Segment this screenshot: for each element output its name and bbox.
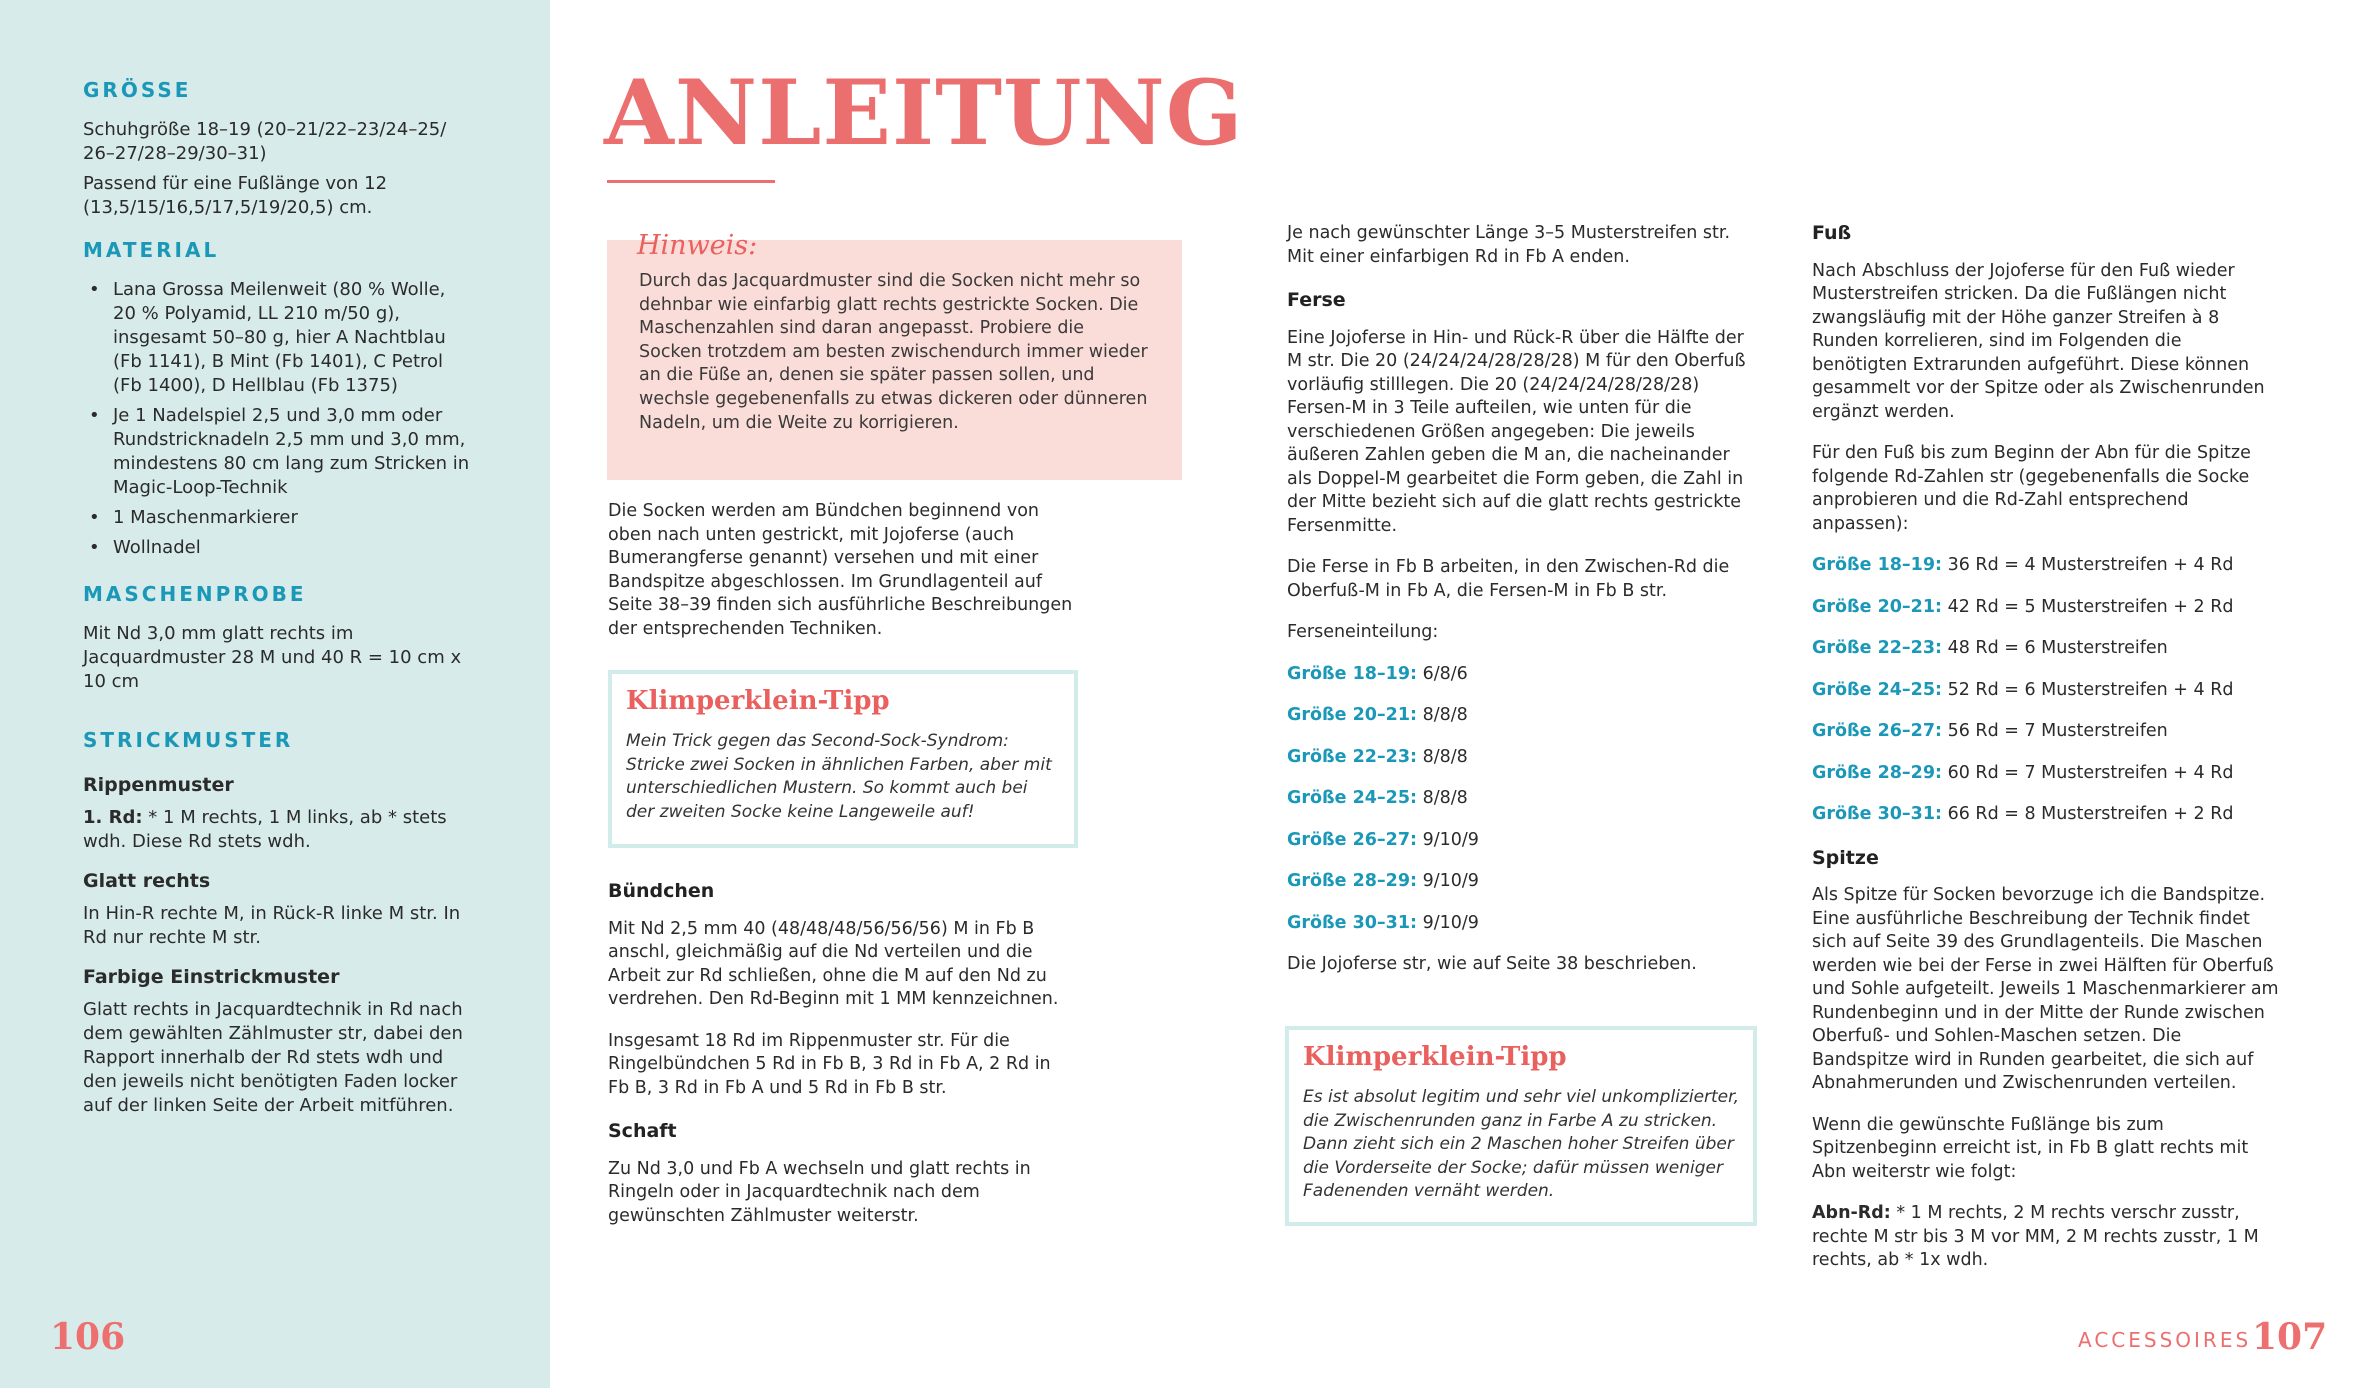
page-number-right: 107 [2252, 1316, 2328, 1358]
buendchen-paragraph: Mit Nd 2,5 mm 40 (48/48/48/56/56/56) M in Fb B anschl, gleichmäßig auf die Nd verteilen und die Arbeit zur Rd schließen, ohne die M auf den Nd zu verdrehen. Den Rd-Beginn mit 1 MM kennzeichnen. [608, 918, 1059, 1009]
size-label: Größe 28–29: [1812, 762, 1943, 783]
glatt-rechts-heading: Glatt rechts [83, 870, 211, 892]
rippenmuster-heading: Rippenmuster [83, 774, 234, 796]
size-row [1812, 679, 2282, 703]
maschenprobe-text: Mit Nd 3,0 mm glatt rechts im Jacquardmuster 28 M und 40 R = 10 cm x 10 cm [83, 623, 462, 692]
size-label: Größe 20–21: [1812, 596, 1943, 617]
size-row [1812, 762, 2282, 786]
page-title: ANLEITUNG [604, 60, 1244, 166]
musterstreifen-paragraph: Je nach gewünschter Länge 3–5 Musterstreifen str. Mit einer einfarbigen Rd in Fb A enden. [1287, 223, 1731, 267]
tip-text: Es ist absolut legitim und sehr viel unkomplizierter, die Zwischenrunden ganz in Farbe A zu stricken. Dann zieht sich ein 2 Maschen hoher Streifen über die Vorderseite der Socke; dafür müssen weniger Fadenenden vernäht werden. [1303, 1087, 1739, 1201]
size-value: 8/8/8 [1417, 746, 1468, 767]
tip-title: Klimperklein-Tipp [1303, 1042, 1567, 1072]
groesse-sizes: Schuhgröße 18–19 (20–21/22–23/24–25/ 26–27/28–29/30–31) [83, 119, 447, 164]
column-1 [608, 500, 1076, 659]
size-value: 42 Rd = 5 Musterstreifen + 2 Rd [1942, 596, 2234, 617]
size-value: 36 Rd = 4 Musterstreifen + 4 Rd [1942, 555, 2234, 575]
rippenmuster-body: * 1 M rechts, 1 M links, ab * stets wdh. Diese Rd stets wdh. [83, 807, 447, 852]
buendchen-heading: Bündchen [608, 880, 715, 902]
tip-box-2 [1285, 1026, 1757, 1226]
schaft-paragraph: Zu Nd 3,0 und Fb A wechseln und glatt rechts in Ringeln oder in Jacquardtechnik nach dem gewünschten Zählmuster weiterstr. [608, 1158, 1031, 1226]
size-row [1812, 803, 2282, 827]
size-label: Größe 20–21: [1287, 705, 1418, 725]
fuss-heading: Fuß [1812, 222, 1852, 244]
fuss-paragraph: Für den Fuß bis zum Beginn der Abn für die Spitze folgende Rd-Zahlen str (gegebenenfalls die Socke anprobieren und die Rd-Zahl entsprechend anpassen): [1812, 443, 2251, 534]
material-item: • Wollnadel [83, 536, 473, 560]
fuss-paragraph: Nach Abschluss der Jojoferse für den Fuß wieder Musterstreifen stricken. Da die Fußlängen nicht zwangsläufig mit der Höhe ganzer Streifen à 8 Runden korrelieren, sind im Folgenden die benötigten Extrarunden aufgeführt. Diese können gesammelt vor der Spitze oder als Zwischenrunden ergänzt werden. [1812, 260, 2265, 422]
size-label: Größe 24–25: [1812, 679, 1943, 700]
abn-rd-label: Abn-Rd: [1812, 1203, 1891, 1223]
buendchen-paragraph: Insgesamt 18 Rd im Rippenmuster str. Für die Ringelbündchen 5 Rd in Fb B, 3 Rd in Fb A, 2 Rd in Fb B, 3 Rd in Fb A und 5 Rd in Fb B str. [608, 1030, 1051, 1098]
abn-rd-text: * 1 M rechts, 2 M rechts verschr zusstr, rechte M str bis 3 M vor MM, 2 M rechts zusstr, 1 M rechts, ab * 1x wdh. [1812, 1203, 2259, 1270]
size-row [1287, 663, 1757, 687]
material-item: • Je 1 Nadelspiel 2,5 und 3,0 mm oder Rundstricknadeln 2,5 mm und 3,0 mm, mindestens 80 cm lang zum Stricken in Magic-Loop-Technik [83, 404, 473, 500]
size-value: 9/10/9 [1417, 912, 1479, 933]
ferseneinteilung-label: Ferseneinteilung: [1287, 622, 1439, 642]
size-label: Größe 26–27: [1812, 721, 1943, 741]
schaft-heading: Schaft [608, 1120, 677, 1142]
page-number-left: 106 [50, 1316, 126, 1358]
size-label: Größe 26–27: [1287, 829, 1418, 850]
size-label: Größe 18–19: [1287, 663, 1418, 684]
material-item: • Lana Grossa Meilenweit (80 % Wolle, 20 % Polyamid, LL 210 m/50 g), insgesamt 50–80 g, hier A Nachtblau (Fb 1141), B Mint (Fb 1401), C Petrol (Fb 1400), D Hellblau (Fb 1375) [83, 278, 473, 398]
column-1-lower [608, 860, 1076, 1246]
groesse-heading: GRÖSSE [83, 78, 192, 102]
size-row [1812, 596, 2282, 620]
title-underline [607, 180, 775, 183]
rippenmuster-label: 1. Rd: [83, 807, 143, 828]
size-label: Größe 18–19: [1812, 555, 1943, 575]
hint-box [607, 230, 1182, 480]
size-row [1287, 829, 1757, 853]
size-label: Größe 28–29: [1287, 871, 1418, 891]
size-label: Größe 30–31: [1287, 912, 1418, 933]
spitze-paragraph: Als Spitze für Socken bevorzuge ich die Bandspitze. Eine ausführliche Beschreibung der Technik findet sich auf Seite 39 des Grundlagenteils. Die Maschen werden wie bei der Ferse in zwei Hälften für Oberfuß und Sohle aufgeteilt. Jeweils 1 Maschenmarkierer am Rundenbeginn und in der Mitte der Runde zwischen Oberfuß- und Sohlen-Maschen setzen. Die Bandspitze wird in Runden gearbeitet, die sich auf Abnahmerunden und Zwischenrunden verteilen. [1812, 885, 2279, 1093]
material-heading: MATERIAL [83, 238, 220, 262]
size-row [1287, 746, 1757, 770]
tip-box-1 [608, 670, 1078, 848]
size-value: 9/10/9 [1417, 829, 1479, 850]
hint-text: Durch das Jacquardmuster sind die Socken nicht mehr so dehnbar wie einfarbig glatt rechts gestrickte Socken. Die Maschenzahlen sind daran angepasst. Probiere die Socken trotzdem am besten zwischendurch immer wieder an die Füße an, denen sie später passen sollen, und wechsle gegebenenfalls zu etwas dickeren oder dünneren Nadeln, um die Weite zu korrigieren. [639, 271, 1148, 433]
size-row [1812, 637, 2282, 661]
tip-title: Klimperklein-Tipp [626, 686, 890, 716]
size-value: 66 Rd = 8 Musterstreifen + 2 Rd [1942, 804, 2234, 824]
maschenprobe-heading: MASCHENPROBE [83, 582, 307, 606]
size-row [1287, 870, 1757, 894]
size-row [1287, 704, 1757, 728]
size-value: 48 Rd = 6 Musterstreifen [1942, 638, 2168, 658]
material-item: • 1 Maschenmarkierer [83, 506, 473, 530]
column-3 [1812, 222, 2282, 1291]
size-label: Größe 22–23: [1287, 746, 1418, 767]
size-label: Größe 24–25: [1287, 788, 1418, 808]
size-row [1287, 787, 1757, 811]
ferse-paragraph: Eine Jojoferse in Hin- und Rück-R über die Hälfte der M str. Die 20 (24/24/24/28/28/28) M für den Oberfuß vorläufig stilllegen. Die 20 (24/24/24/28/28/28) Fersen-M in 3 Teile aufteilen, wie unten für die verschiedenen Größen angegeben: Die jeweils äußeren Zahlen geben die M an, die nacheinander als Doppel-M gearbeitet die Form geben, die Zahl in der Mitte bezieht sich auf die glatt rechts gestrickte Fersenmitte. [1287, 327, 1746, 536]
ferse-heading: Ferse [1287, 289, 1346, 311]
materials-sidebar [0, 0, 550, 1388]
intro-paragraph: Die Socken werden am Bündchen beginnend von oben nach unten gestrickt, mit Jojoferse (auch Bumerangferse genannt) versehen und mit einer Bandspitze abgeschlossen. Im Grundlagenteil auf Seite 38–39 finden sich ausführliche Beschreibungen der entsprechenden Techniken. [608, 501, 1073, 639]
rippenmuster-text [83, 806, 473, 854]
size-value: 56 Rd = 7 Musterstreifen [1942, 721, 2168, 741]
sidebar-content [83, 78, 473, 1124]
farbige-einstrickmuster-heading: Farbige Einstrickmuster [83, 966, 340, 988]
spitze-paragraph: Wenn die gewünschte Fußlänge bis zum Spitzenbeginn erreicht ist, in Fb B glatt rechts mit Abn weiterstr wie folgt: [1812, 1114, 2249, 1182]
abn-rd-paragraph [1812, 1202, 2282, 1273]
jojoferse-paragraph: Die Jojoferse str, wie auf Seite 38 beschrieben. [1287, 954, 1697, 974]
section-tag: ACCESSOIRES [2078, 1328, 2252, 1352]
spitze-heading: Spitze [1812, 846, 1879, 869]
strickmuster-heading: STRICKMUSTER [83, 728, 294, 752]
size-row [1812, 720, 2282, 744]
ferse-paragraph: Die Ferse in Fb B arbeiten, in den Zwischen-Rd die Oberfuß-M in Fb A, die Fersen-M in Fb B str. [1287, 557, 1730, 601]
glatt-rechts-text: In Hin-R rechte M, in Rück-R linke M str. In Rd nur rechte M str. [83, 903, 461, 948]
size-value: 6/8/6 [1417, 663, 1468, 684]
size-label: Größe 22–23: [1812, 638, 1943, 658]
size-value: 9/10/9 [1417, 871, 1479, 891]
size-row [1287, 912, 1757, 936]
size-row [1812, 554, 2282, 578]
size-value: 60 Rd = 7 Musterstreifen + 4 Rd [1942, 762, 2234, 783]
size-value: 8/8/8 [1417, 705, 1468, 725]
size-label: Größe 30–31: [1812, 804, 1943, 824]
size-value: 8/8/8 [1417, 788, 1468, 808]
tip-text: Mein Trick gegen das Second-Sock-Syndrom: Stricke zwei Socken in ähnlichen Farben, aber mit unterschiedlichen Mustern. So kommt auch bei der zweiten Socke keine Langeweile auf! [626, 731, 1052, 822]
farbige-einstrickmuster-text: Glatt rechts in Jacquardtechnik in Rd nach dem gewählten Zählmuster str, dabei den Rapport innerhalb der Rd stets wdh und den jeweils nicht benötigten Faden locker auf der linken Seite der Arbeit mitführen. [83, 999, 463, 1116]
groesse-foot-length: Passend für eine Fußlänge von 12 (13,5/15/16,5/17,5/19/20,5) cm. [83, 173, 388, 218]
column-2 [1287, 222, 1757, 995]
material-list [83, 278, 473, 560]
size-value: 52 Rd = 6 Musterstreifen + 4 Rd [1942, 679, 2234, 700]
hint-label: Hinweis: [637, 230, 758, 261]
